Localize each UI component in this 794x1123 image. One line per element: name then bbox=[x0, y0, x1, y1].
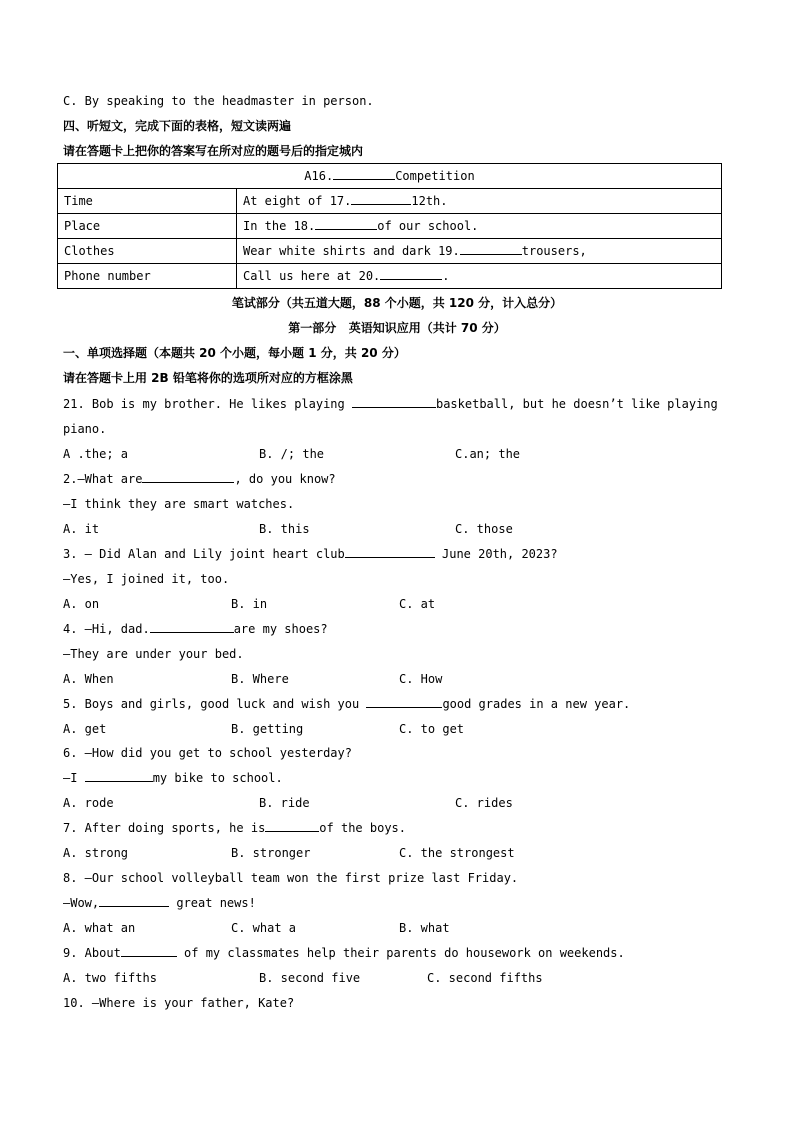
option-b[interactable]: B. what bbox=[399, 921, 450, 935]
previous-option-c: C. By speaking to the headmaster in person. bbox=[63, 94, 374, 108]
section1-title: 一、单项选择题（本题共 20 个小题，每小题 1 分，共 20 分） bbox=[63, 346, 406, 360]
option-b[interactable]: B. Where bbox=[231, 672, 289, 686]
q-text: my bike to school. bbox=[152, 771, 283, 785]
option-b[interactable]: B. ride bbox=[259, 796, 310, 810]
q-text: 2.—What are bbox=[63, 472, 143, 486]
question-4-response: —They are under your bed. bbox=[63, 647, 244, 661]
question-7 bbox=[63, 820, 406, 836]
option-b[interactable]: B. getting bbox=[231, 722, 304, 736]
listening-table bbox=[57, 163, 722, 289]
table-row bbox=[58, 239, 722, 264]
blank-20[interactable] bbox=[380, 268, 442, 280]
question-2-response: —I think they are smart watches. bbox=[63, 497, 295, 511]
row-label: Clothes bbox=[58, 239, 237, 264]
row-label: Phone number bbox=[58, 264, 237, 289]
q-text: 21. Bob is my brother. He likes playing bbox=[63, 397, 352, 411]
blank-19[interactable] bbox=[460, 243, 522, 255]
question-3-response: —Yes, I joined it, too. bbox=[63, 572, 230, 586]
option-c[interactable]: C. second fifths bbox=[427, 971, 543, 985]
question-21-cont: piano. bbox=[63, 422, 107, 436]
header-number: A16. bbox=[304, 169, 334, 183]
row-value bbox=[237, 264, 722, 289]
q-text: of the boys. bbox=[319, 821, 406, 835]
option-c[interactable]: C. at bbox=[399, 597, 436, 611]
q-text: , do you know? bbox=[234, 472, 336, 486]
question-6-response bbox=[63, 770, 283, 786]
table-header-row bbox=[58, 164, 722, 189]
question-3 bbox=[63, 546, 558, 562]
question-10: 10. —Where is your father, Kate? bbox=[63, 996, 295, 1010]
option-c[interactable]: C. How bbox=[399, 672, 443, 686]
option-c[interactable]: C. what a bbox=[231, 921, 297, 935]
question-8-response bbox=[63, 895, 256, 911]
q-text: good grades in a new year. bbox=[442, 697, 631, 711]
value-pre: Call us here at 20. bbox=[243, 269, 381, 283]
q-text: basketball, but he doesn’t like playing bbox=[435, 397, 718, 411]
question-21 bbox=[63, 396, 718, 412]
question-9 bbox=[63, 945, 625, 961]
value-post: . bbox=[442, 269, 450, 283]
q-text: June 20th, 2023? bbox=[434, 547, 558, 561]
section4-instruction: 请在答题卡上把你的答案写在所对应的题号后的指定城内 bbox=[63, 144, 364, 158]
blank-17[interactable] bbox=[351, 193, 411, 205]
q-text: of my classmates help their parents do housework on weekends. bbox=[176, 946, 625, 960]
q-text: are my shoes? bbox=[233, 622, 328, 636]
answer-blank[interactable] bbox=[121, 945, 177, 957]
q-text: 5. Boys and girls, good luck and wish you bbox=[63, 697, 367, 711]
q-text: 7. After doing sports, he is bbox=[63, 821, 266, 835]
question-4 bbox=[63, 621, 328, 637]
answer-blank[interactable] bbox=[85, 770, 153, 782]
header-label: Competition bbox=[395, 169, 475, 183]
answer-blank[interactable] bbox=[99, 895, 169, 907]
answer-blank[interactable] bbox=[366, 696, 442, 708]
option-a[interactable]: A. When bbox=[63, 672, 114, 686]
option-a[interactable]: A. get bbox=[63, 722, 107, 736]
question-8: 8. —Our school volleyball team won the first prize last Friday. bbox=[63, 871, 519, 885]
option-c[interactable]: C.an; the bbox=[455, 447, 521, 461]
value-post: 12th. bbox=[411, 194, 448, 208]
value-post: of our school. bbox=[377, 219, 479, 233]
option-c[interactable]: C. rides bbox=[455, 796, 513, 810]
answer-blank[interactable] bbox=[265, 820, 319, 832]
option-b[interactable]: B. /; the bbox=[259, 447, 325, 461]
option-b[interactable]: B. stronger bbox=[231, 846, 311, 860]
answer-blank[interactable] bbox=[142, 471, 234, 483]
option-c[interactable]: C. those bbox=[455, 522, 513, 536]
q-text: —I bbox=[63, 771, 85, 785]
question-6: 6. —How did you get to school yesterday? bbox=[63, 746, 352, 760]
option-b[interactable]: B. second five bbox=[259, 971, 361, 985]
question-5 bbox=[63, 696, 630, 712]
table-row bbox=[58, 264, 722, 289]
answer-blank[interactable] bbox=[150, 621, 234, 633]
option-a[interactable]: A. rode bbox=[63, 796, 114, 810]
part1-heading: 第一部分 英语知识应用（共计 70 分） bbox=[288, 321, 506, 335]
option-a[interactable]: A. on bbox=[63, 597, 100, 611]
answer-blank[interactable] bbox=[345, 546, 435, 558]
question-2 bbox=[63, 471, 336, 487]
option-c[interactable]: C. to get bbox=[399, 722, 465, 736]
value-pre: In the 18. bbox=[243, 219, 316, 233]
row-label: Place bbox=[58, 214, 237, 239]
option-a[interactable]: A. strong bbox=[63, 846, 129, 860]
blank-16[interactable] bbox=[333, 168, 395, 180]
option-c[interactable]: C. the strongest bbox=[399, 846, 515, 860]
option-b[interactable]: B. in bbox=[231, 597, 268, 611]
row-value bbox=[237, 189, 722, 214]
written-heading: 笔试部分（共五道大题，88 个小题，共 120 分，计入总分） bbox=[231, 296, 563, 310]
table-row bbox=[58, 214, 722, 239]
q-text: 4. —Hi, dad. bbox=[63, 622, 150, 636]
q-text: —Wow, bbox=[63, 896, 100, 910]
table-header-cell bbox=[58, 164, 722, 189]
value-pre: At eight of 17. bbox=[243, 194, 352, 208]
section4-title: 四、听短文，完成下面的表格，短文读两遍 bbox=[63, 119, 292, 133]
row-label: Time bbox=[58, 189, 237, 214]
q-text: 9. About bbox=[63, 946, 121, 960]
row-value bbox=[237, 239, 722, 264]
section1-instruction: 请在答题卡上用 2B 铅笔将你的选项所对应的方框涂黑 bbox=[63, 371, 353, 385]
option-a[interactable]: A .the; a bbox=[63, 447, 129, 461]
option-a[interactable]: A. it bbox=[63, 522, 100, 536]
option-b[interactable]: B. this bbox=[259, 522, 310, 536]
option-a[interactable]: A. what an bbox=[63, 921, 136, 935]
option-a[interactable]: A. two fifths bbox=[63, 971, 157, 985]
value-post: trousers, bbox=[521, 244, 587, 258]
value-pre: Wear white shirts and dark 19. bbox=[243, 244, 460, 258]
row-value bbox=[237, 214, 722, 239]
answer-blank[interactable] bbox=[352, 396, 436, 408]
table-row bbox=[58, 189, 722, 214]
q-text: 3. — Did Alan and Lily joint heart club bbox=[63, 547, 345, 561]
q-text: great news! bbox=[169, 896, 256, 910]
blank-18[interactable] bbox=[315, 218, 377, 230]
